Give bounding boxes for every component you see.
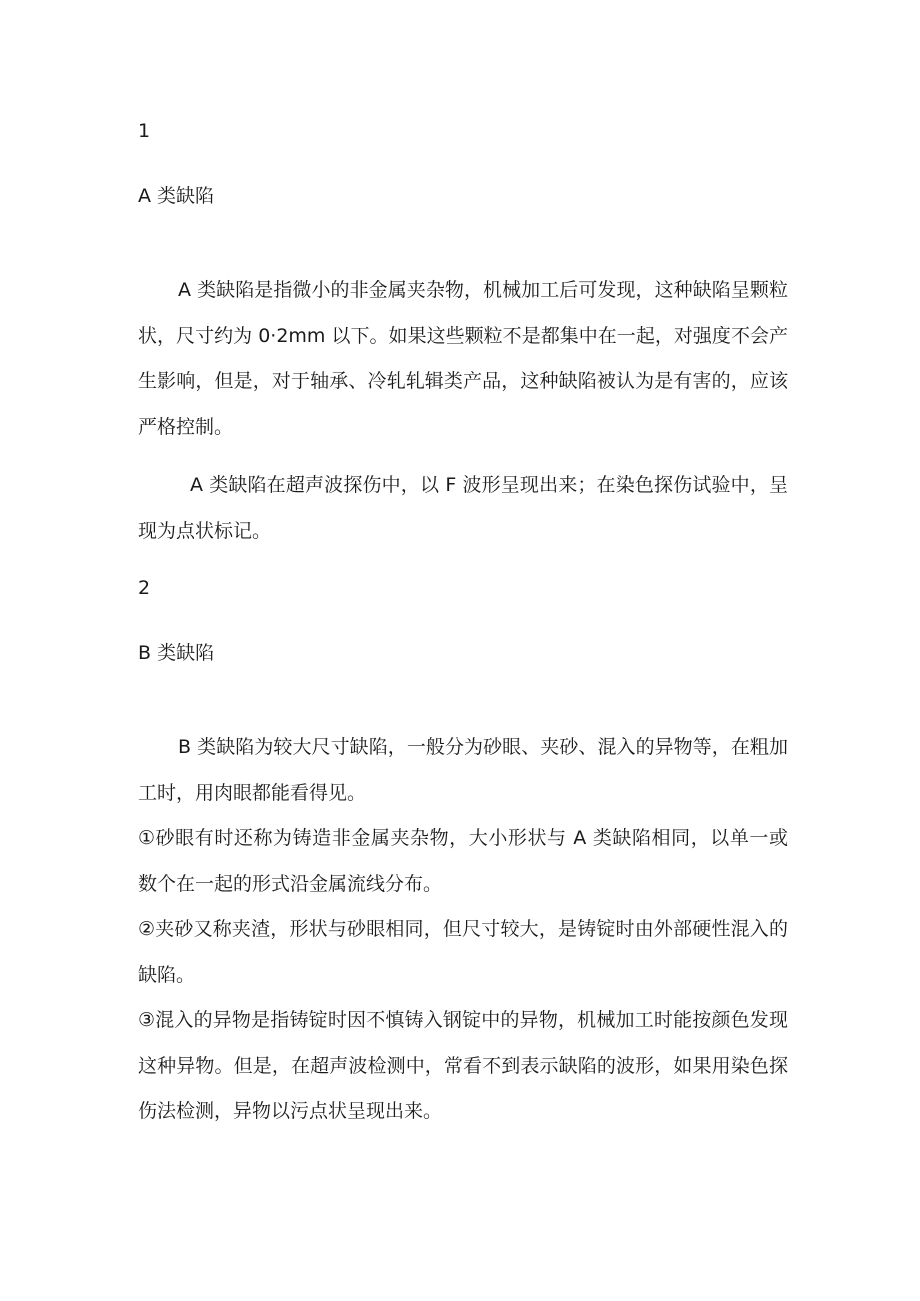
section-2-number: 2	[138, 577, 151, 599]
section-1-paragraph-2: A 类缺陷在超声波探伤中，以 F 波形呈现出来；在染色探伤试验中，呈现为点状标记。	[138, 474, 788, 542]
section-2-paragraph-4: ③混入的异物是指铸锭时因不慎铸入钢锭中的异物，机械加工时能按颜色发现这种异物。但是，在超声波检测中，常看不到表示缺陷的波形，如果用染色探伤法检测，异物以污点状呈现出来。	[138, 1009, 788, 1122]
section-2-paragraph-2: ①砂眼有时还称为铸造非金属夹杂物，大小形状与 A 类缺陷相同，以单一或数个在一起的形式沿金属流线分布。	[138, 827, 788, 895]
section-1-number: 1	[138, 120, 151, 142]
section-2-paragraph-3: ②夹砂又称夹渣，形状与砂眼相同，但尺寸较大，是铸锭时由外部硬性混入的缺陷。	[138, 918, 788, 986]
section-1-paragraph-1: A 类缺陷是指微小的非金属夹杂物，机械加工后可发现，这种缺陷呈颗粒状，尺寸约为 0·2mm 以下。如果这些颗粒不是都集中在一起，对强度不会产生影响，但是，对于轴承、冷轧轧辑类产品，这种缺陷被认为是有害的，应该严格控制。	[138, 279, 788, 438]
section-1-title: A 类缺陷	[138, 185, 215, 207]
section-2-paragraph-1: B 类缺陷为较大尺寸缺陷，一般分为砂眼、夹砂、混入的异物等，在粗加工时，用肉眼都能看得见。	[138, 736, 788, 804]
section-2-title: B 类缺陷	[138, 642, 215, 664]
